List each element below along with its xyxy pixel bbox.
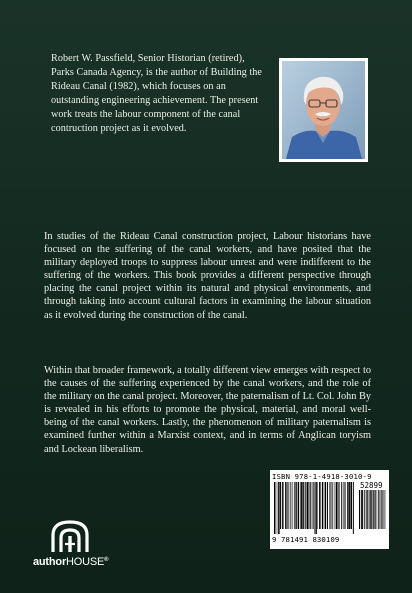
barcode-bar (375, 490, 376, 529)
barcode-bar (287, 482, 288, 529)
barcode-bar (334, 482, 335, 529)
barcode-bar (330, 482, 331, 529)
barcode-bar (338, 482, 339, 529)
barcode-bar (341, 482, 342, 529)
barcode-bar (301, 482, 302, 529)
price-barcode-bars (359, 490, 386, 534)
barcode-bar (351, 482, 352, 529)
barcode-bar (283, 482, 284, 529)
publisher-name-part2: HOUSE (66, 556, 105, 568)
barcode-bar (315, 482, 316, 534)
barcode-bar (381, 490, 382, 529)
barcode-bar (369, 490, 370, 529)
barcode-bar (367, 490, 368, 529)
barcode-bar (291, 482, 292, 529)
barcode-bar (290, 482, 291, 529)
publisher-name (33, 556, 108, 568)
barcode-bar (308, 482, 309, 529)
barcode-bar (371, 490, 372, 529)
barcode-bar (322, 482, 323, 529)
barcode-bar (302, 482, 303, 529)
barcode-bar (325, 482, 326, 529)
publisher-logo (33, 519, 113, 573)
barcode-bar (382, 490, 383, 529)
publisher-name-part1: author (33, 556, 67, 568)
barcode-bar (319, 482, 320, 529)
barcode-bar (313, 482, 314, 529)
barcode-bar (310, 482, 311, 529)
barcode-bar (305, 482, 306, 529)
barcode-bar (364, 490, 365, 529)
barcode-bar (277, 482, 278, 534)
blurb-paragraph-1: In studies of the Rideau Canal construction project, Labour historians have focused on the suffering of the canal workers, and have posited that the military deployed troops to suppress labour unrest and were indifferent to the suffering of the workers. This book provides a different perspective through placing the canal project within its natural and physical environments, and through taking into account cultural factors in examining the labour situation as it evolved during the construction of the canal. (44, 231, 371, 321)
ean-barcode-bars (274, 482, 356, 534)
barcode-bar (374, 490, 375, 529)
price-code: 52899 (360, 481, 383, 490)
barcode-bar (361, 490, 362, 529)
barcode-bar (274, 482, 275, 534)
barcode-bar (359, 490, 360, 529)
barcode-bar (314, 482, 315, 534)
barcode-bar (344, 482, 345, 529)
barcode-bar (347, 482, 348, 529)
barcode-bar (353, 482, 354, 534)
barcode-bar (362, 490, 363, 529)
author-portrait-image (282, 61, 365, 159)
barcode-bar (339, 482, 340, 529)
barcode-bar (296, 482, 297, 529)
barcode-bar (332, 482, 333, 529)
barcode-bar (298, 482, 299, 529)
registered-mark: ® (104, 557, 109, 563)
ean-digits: 9 781491 830109 (272, 535, 340, 544)
author-photo (279, 58, 368, 162)
barcode-bar (288, 482, 289, 529)
barcode-bar (336, 482, 337, 529)
authorhouse-arch-logo-icon (50, 519, 90, 553)
blurb-paragraph-2: Within that broader framework, a totally different view emerges with respect to the causes of the suffering experienced by the canal workers, and the role of the military on the canal project. Moreover, the paternalism of Lt. Col. John By is revealed in his efforts to promote the physical, material, and moral well-being of the canal workers. Lastly, the phenomenon of military paternalism is examined further within a Marxist context, and in terms of Anglican toryism and Lockean liberalism. (44, 365, 372, 455)
isbn-text: ISBN 978-1-4918-3010-9 (272, 472, 372, 481)
isbn-barcode (270, 470, 389, 549)
barcode-bar (278, 482, 279, 534)
barcode-bar (282, 482, 283, 529)
barcode-bar (378, 490, 379, 529)
barcode-bar (293, 482, 294, 529)
barcode-bar (329, 482, 330, 529)
barcode-bar (327, 482, 328, 529)
barcode-bar (345, 482, 346, 529)
barcode-bar (307, 482, 308, 529)
barcode-bar (300, 482, 301, 529)
barcode-bar (294, 482, 295, 529)
barcode-bar (317, 482, 318, 529)
barcode-bar (280, 482, 281, 529)
barcode-bar (285, 482, 286, 529)
barcode-bar (349, 482, 350, 529)
author-bio: Robert W. Passfield, Senior Historian (retired), Parks Canada Agency, is the author of Building the Rideau Canal (1982), which focuses on an outstanding engineering achievement. The present work treats the labour component of the canal contruction project as it evolved. (51, 53, 262, 135)
